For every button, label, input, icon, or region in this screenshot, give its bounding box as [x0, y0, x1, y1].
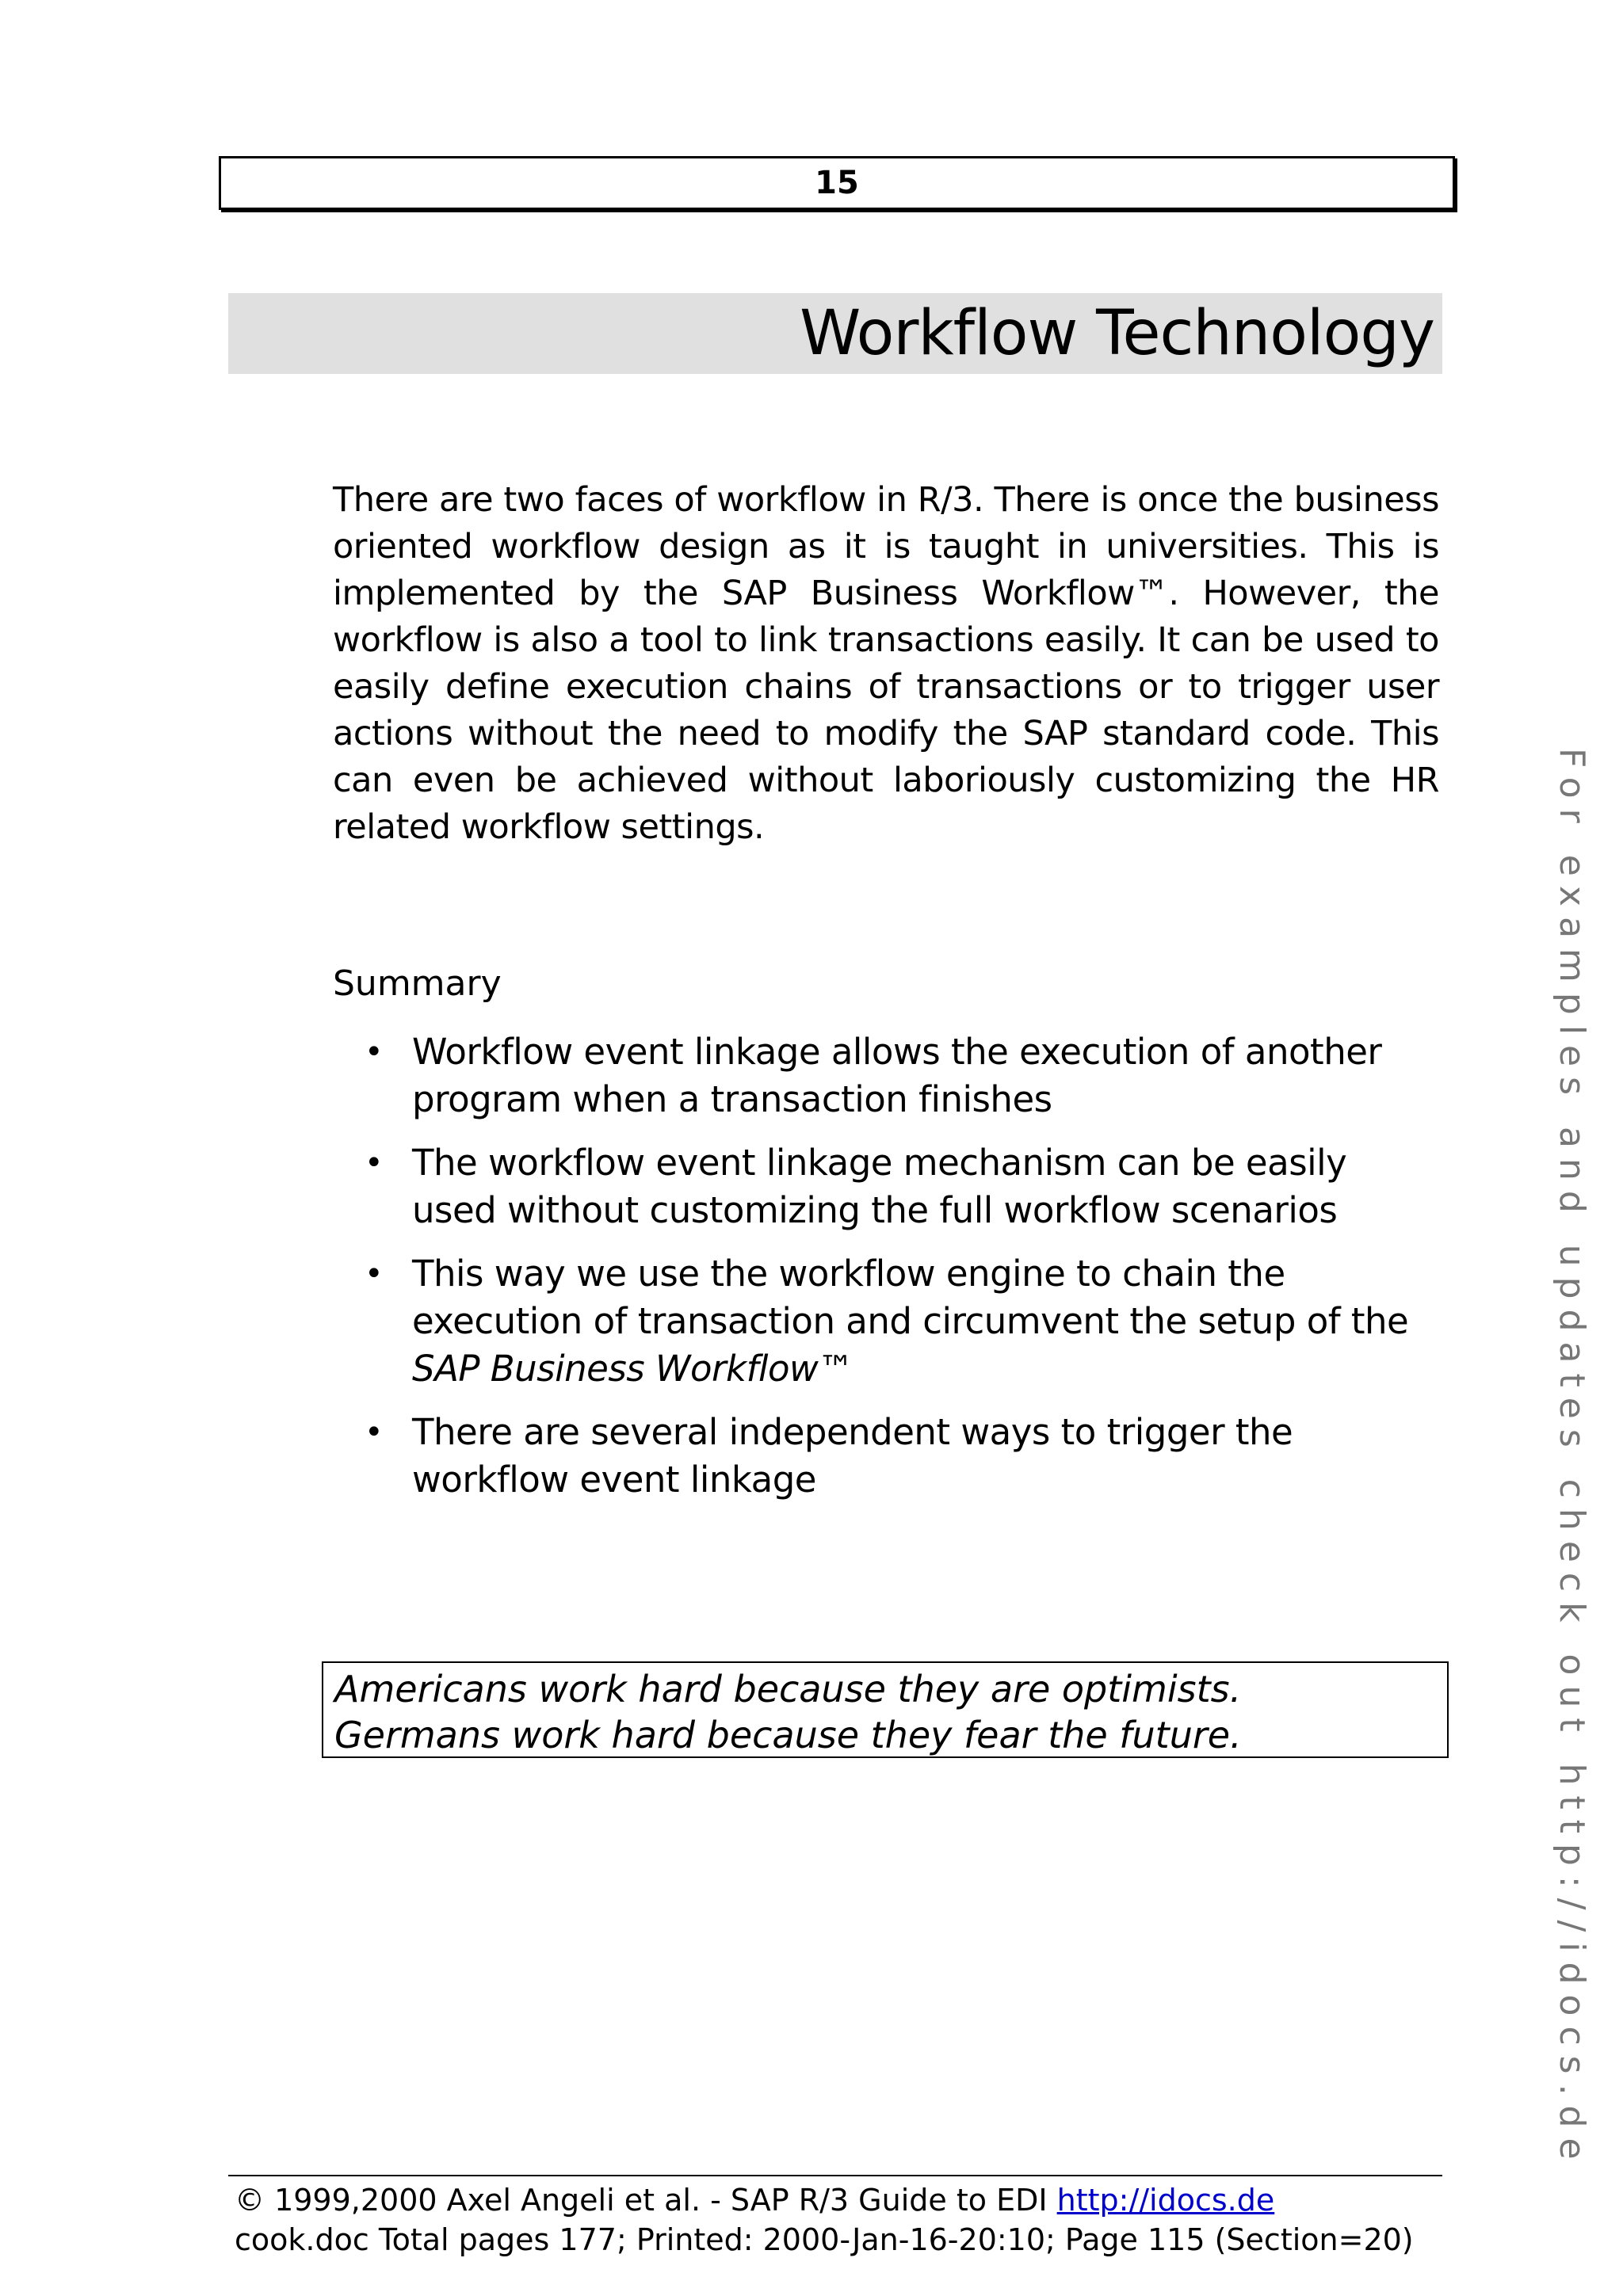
bullet-icon: •: [365, 1256, 384, 1292]
quote-line: Americans work hard because they are optimists.: [334, 1668, 1242, 1711]
chapter-title-band: [228, 293, 1442, 374]
footer-print-info: cook.doc Total pages 177; Printed: 2000-Jan-16-20:10; Page 115 (Section=20): [235, 2222, 1414, 2257]
side-note: For examples and updates check out http://idocs.de: [1552, 748, 1592, 2170]
list-item: [333, 1250, 1439, 1393]
summary-heading: Summary: [333, 963, 502, 1004]
list-item: [333, 1028, 1439, 1123]
list-item-text: Workflow event linkage allows the execution of another program when a transaction finishes: [412, 1031, 1382, 1120]
bullet-icon: •: [365, 1145, 384, 1181]
list-item: [333, 1409, 1439, 1504]
list-item-text: There are several independent ways to trigger the workflow event linkage: [412, 1411, 1293, 1501]
chapter-number: 15: [815, 165, 859, 201]
list-item-text: This way we use the workflow engine to chain the execution of transaction and circumvent the setup of the: [412, 1253, 1409, 1342]
summary-list: [333, 1028, 1439, 1520]
footer-divider: [228, 2175, 1442, 2176]
bullet-icon: •: [365, 1034, 384, 1070]
quote-box: [322, 1661, 1449, 1758]
footer-copyright: © 1999,2000 Axel Angeli et al. - SAP R/3 Guide to EDI: [235, 2183, 1057, 2218]
page-footer: [235, 2180, 1414, 2260]
list-item-emphasis: SAP Business Workflow™: [412, 1348, 854, 1390]
quote-line: Germans work hard because they fear the future.: [334, 1714, 1242, 1756]
intro-paragraph: There are two faces of workflow in R/3. There is once the business oriented workflow design as it is taught in universities. This is implemented by the SAP Business Workflow™. However, the workflow is also a tool to link transactions easily. It can be used to easily define execution chains of transactions or to trigger user actions without the need to modify the SAP standard code. This can even be achieved without laboriously customizing the HR related workflow settings.: [333, 480, 1439, 847]
footer-link[interactable]: http://idocs.de: [1056, 2183, 1275, 2218]
chapter-number-box: [219, 156, 1455, 210]
footer-copyright-line: [235, 2180, 1414, 2220]
bullet-icon: •: [365, 1414, 384, 1451]
chapter-title: Workflow Technology: [800, 298, 1434, 369]
list-item: [333, 1139, 1439, 1234]
list-item-text: The workflow event linkage mechanism can be easily used without customizing the full workflow scenarios: [412, 1142, 1347, 1231]
